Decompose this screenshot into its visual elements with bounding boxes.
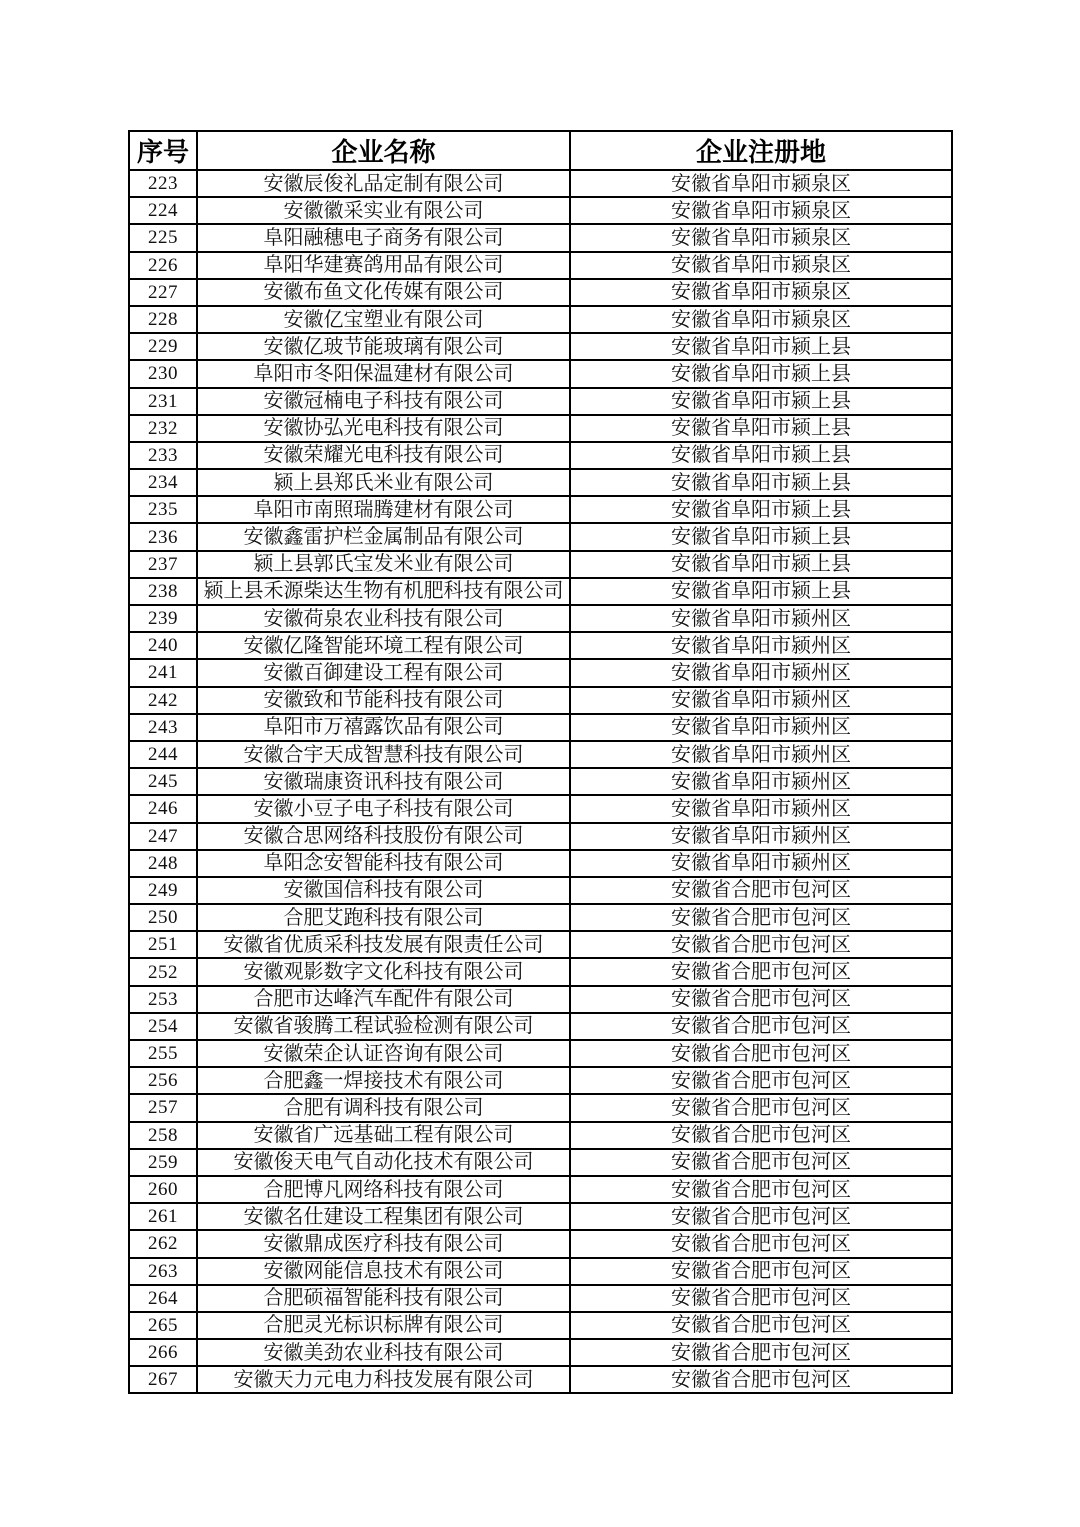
registration-place-cell: 安徽省合肥市包河区 — [570, 1176, 952, 1203]
table-row — [129, 306, 952, 333]
index-cell: 261 — [129, 1203, 197, 1230]
column-header-index: 序号 — [129, 131, 197, 170]
table-row — [129, 279, 952, 306]
index-cell: 259 — [129, 1149, 197, 1176]
table-row — [129, 1040, 952, 1067]
index-cell: 240 — [129, 632, 197, 659]
table-row — [129, 1176, 952, 1203]
company-name-cell: 安徽省优质采科技发展有限责任公司 — [197, 931, 570, 958]
company-name-cell: 安徽致和节能科技有限公司 — [197, 687, 570, 714]
table-row — [129, 850, 952, 877]
table-row — [129, 931, 952, 958]
index-cell: 237 — [129, 551, 197, 578]
company-name-cell: 安徽亿玻节能玻璃有限公司 — [197, 333, 570, 360]
registration-place-cell: 安徽省合肥市包河区 — [570, 1366, 952, 1393]
index-cell: 243 — [129, 714, 197, 741]
table-row — [129, 1149, 952, 1176]
registration-place-cell: 安徽省合肥市包河区 — [570, 1013, 952, 1040]
index-cell: 244 — [129, 741, 197, 768]
index-cell: 228 — [129, 306, 197, 333]
table-row — [129, 551, 952, 578]
index-cell: 223 — [129, 170, 197, 197]
table-row — [129, 877, 952, 904]
table-row — [129, 1230, 952, 1257]
table-row — [129, 659, 952, 686]
table-row — [129, 442, 952, 469]
company-name-cell: 合肥有调科技有限公司 — [197, 1094, 570, 1121]
table-row — [129, 768, 952, 795]
table-row — [129, 224, 952, 251]
company-registry-table — [128, 130, 953, 1394]
index-cell: 239 — [129, 605, 197, 632]
table-row — [129, 1067, 952, 1094]
registration-place-cell: 安徽省阜阳市颍州区 — [570, 823, 952, 850]
table-row — [129, 1258, 952, 1285]
index-cell: 254 — [129, 1013, 197, 1040]
company-name-cell: 阜阳华建赛鸽用品有限公司 — [197, 252, 570, 279]
registration-place-cell: 安徽省阜阳市颍泉区 — [570, 224, 952, 251]
table-body — [129, 170, 952, 1393]
table-row — [129, 795, 952, 822]
table-row — [129, 605, 952, 632]
registration-place-cell: 安徽省合肥市包河区 — [570, 877, 952, 904]
table-row — [129, 741, 952, 768]
registration-place-cell: 安徽省阜阳市颍州区 — [570, 850, 952, 877]
registration-place-cell: 安徽省阜阳市颍州区 — [570, 714, 952, 741]
table-row — [129, 415, 952, 442]
index-cell: 248 — [129, 850, 197, 877]
company-name-cell: 安徽荣企认证咨询有限公司 — [197, 1040, 570, 1067]
column-header-registration-place: 企业注册地 — [570, 131, 952, 170]
index-cell: 224 — [129, 197, 197, 224]
registration-place-cell: 安徽省合肥市包河区 — [570, 1203, 952, 1230]
company-name-cell: 合肥博凡网络科技有限公司 — [197, 1176, 570, 1203]
company-name-cell: 安徽鼎成医疗科技有限公司 — [197, 1230, 570, 1257]
company-name-cell: 安徽美劲农业科技有限公司 — [197, 1339, 570, 1366]
registration-place-cell: 安徽省阜阳市颍州区 — [570, 741, 952, 768]
table-row — [129, 714, 952, 741]
registration-place-cell: 安徽省阜阳市颍上县 — [570, 360, 952, 387]
registration-place-cell: 安徽省合肥市包河区 — [570, 931, 952, 958]
table-row — [129, 1203, 952, 1230]
table-row — [129, 333, 952, 360]
company-name-cell: 合肥艾跑科技有限公司 — [197, 904, 570, 931]
index-cell: 229 — [129, 333, 197, 360]
table-row — [129, 578, 952, 605]
company-name-cell: 颍上县禾源柴达生物有机肥科技有限公司 — [197, 578, 570, 605]
registration-place-cell: 安徽省阜阳市颍州区 — [570, 768, 952, 795]
table-row — [129, 197, 952, 224]
registration-place-cell: 安徽省阜阳市颍州区 — [570, 632, 952, 659]
index-cell: 241 — [129, 659, 197, 686]
company-name-cell: 安徽鑫雷护栏金属制品有限公司 — [197, 523, 570, 550]
index-cell: 266 — [129, 1339, 197, 1366]
registration-place-cell: 安徽省合肥市包河区 — [570, 1067, 952, 1094]
company-name-cell: 阜阳念安智能科技有限公司 — [197, 850, 570, 877]
index-cell: 236 — [129, 523, 197, 550]
index-cell: 230 — [129, 360, 197, 387]
registration-place-cell: 安徽省阜阳市颍上县 — [570, 578, 952, 605]
company-name-cell: 阜阳融穗电子商务有限公司 — [197, 224, 570, 251]
index-cell: 242 — [129, 687, 197, 714]
company-name-cell: 安徽协弘光电科技有限公司 — [197, 415, 570, 442]
company-name-cell: 合肥硕福智能科技有限公司 — [197, 1285, 570, 1312]
company-name-cell: 安徽瑞康资讯科技有限公司 — [197, 768, 570, 795]
registration-place-cell: 安徽省合肥市包河区 — [570, 958, 952, 985]
company-name-cell: 颍上县郭氏宝发米业有限公司 — [197, 551, 570, 578]
company-name-cell: 合肥灵光标识标牌有限公司 — [197, 1312, 570, 1339]
table-row — [129, 1312, 952, 1339]
table-row — [129, 958, 952, 985]
registration-place-cell: 安徽省阜阳市颍泉区 — [570, 279, 952, 306]
index-cell: 234 — [129, 469, 197, 496]
table-row — [129, 1339, 952, 1366]
registration-place-cell: 安徽省合肥市包河区 — [570, 986, 952, 1013]
company-name-cell: 安徽名仕建设工程集团有限公司 — [197, 1203, 570, 1230]
column-header-company-name: 企业名称 — [197, 131, 570, 170]
registration-place-cell: 安徽省阜阳市颍上县 — [570, 415, 952, 442]
table-header-row — [129, 131, 952, 170]
table-row — [129, 496, 952, 523]
index-cell: 267 — [129, 1366, 197, 1393]
index-cell: 249 — [129, 877, 197, 904]
company-name-cell: 合肥市达峰汽车配件有限公司 — [197, 986, 570, 1013]
company-name-cell: 安徽冠楠电子科技有限公司 — [197, 388, 570, 415]
company-name-cell: 安徽亿隆智能环境工程有限公司 — [197, 632, 570, 659]
company-name-cell: 安徽亿宝塑业有限公司 — [197, 306, 570, 333]
company-name-cell: 安徽小豆子电子科技有限公司 — [197, 795, 570, 822]
index-cell: 252 — [129, 958, 197, 985]
company-name-cell: 安徽省广远基础工程有限公司 — [197, 1122, 570, 1149]
index-cell: 258 — [129, 1122, 197, 1149]
table-row — [129, 1122, 952, 1149]
index-cell: 247 — [129, 823, 197, 850]
index-cell: 245 — [129, 768, 197, 795]
registration-place-cell: 安徽省合肥市包河区 — [570, 1040, 952, 1067]
index-cell: 225 — [129, 224, 197, 251]
index-cell: 231 — [129, 388, 197, 415]
table-row — [129, 904, 952, 931]
index-cell: 238 — [129, 578, 197, 605]
company-name-cell: 安徽徽采实业有限公司 — [197, 197, 570, 224]
table-row — [129, 632, 952, 659]
registration-place-cell: 安徽省阜阳市颍泉区 — [570, 170, 952, 197]
table-row — [129, 986, 952, 1013]
registration-place-cell: 安徽省合肥市包河区 — [570, 1339, 952, 1366]
registration-place-cell: 安徽省阜阳市颍州区 — [570, 687, 952, 714]
registration-place-cell: 安徽省阜阳市颍上县 — [570, 551, 952, 578]
index-cell: 233 — [129, 442, 197, 469]
company-name-cell: 安徽合宇天成智慧科技有限公司 — [197, 741, 570, 768]
company-name-cell: 安徽观影数字文化科技有限公司 — [197, 958, 570, 985]
company-name-cell: 安徽网能信息技术有限公司 — [197, 1258, 570, 1285]
index-cell: 226 — [129, 252, 197, 279]
registration-place-cell: 安徽省阜阳市颍上县 — [570, 523, 952, 550]
table-row — [129, 252, 952, 279]
table-row — [129, 1013, 952, 1040]
index-cell: 227 — [129, 279, 197, 306]
registration-place-cell: 安徽省合肥市包河区 — [570, 1285, 952, 1312]
registration-place-cell: 安徽省阜阳市颍州区 — [570, 659, 952, 686]
index-cell: 246 — [129, 795, 197, 822]
index-cell: 251 — [129, 931, 197, 958]
company-name-cell: 安徽辰俊礼品定制有限公司 — [197, 170, 570, 197]
registration-place-cell: 安徽省阜阳市颍上县 — [570, 388, 952, 415]
registration-place-cell: 安徽省合肥市包河区 — [570, 1258, 952, 1285]
registration-place-cell: 安徽省阜阳市颍泉区 — [570, 197, 952, 224]
company-name-cell: 安徽国信科技有限公司 — [197, 877, 570, 904]
registration-place-cell: 安徽省合肥市包河区 — [570, 1149, 952, 1176]
index-cell: 264 — [129, 1285, 197, 1312]
index-cell: 265 — [129, 1312, 197, 1339]
registration-place-cell: 安徽省阜阳市颍上县 — [570, 442, 952, 469]
company-name-cell: 阜阳市南照瑞腾建材有限公司 — [197, 496, 570, 523]
company-name-cell: 安徽合思网络科技股份有限公司 — [197, 823, 570, 850]
index-cell: 257 — [129, 1094, 197, 1121]
company-name-cell: 安徽省骏腾工程试验检测有限公司 — [197, 1013, 570, 1040]
registration-place-cell: 安徽省阜阳市颍州区 — [570, 795, 952, 822]
index-cell: 255 — [129, 1040, 197, 1067]
registration-place-cell: 安徽省合肥市包河区 — [570, 1122, 952, 1149]
company-name-cell: 合肥鑫一焊接技术有限公司 — [197, 1067, 570, 1094]
registration-place-cell: 安徽省合肥市包河区 — [570, 904, 952, 931]
index-cell: 260 — [129, 1176, 197, 1203]
registration-place-cell: 安徽省阜阳市颍州区 — [570, 605, 952, 632]
index-cell: 263 — [129, 1258, 197, 1285]
company-name-cell: 安徽百御建设工程有限公司 — [197, 659, 570, 686]
index-cell: 253 — [129, 986, 197, 1013]
company-name-cell: 阜阳市万禧露饮品有限公司 — [197, 714, 570, 741]
table-row — [129, 523, 952, 550]
registration-place-cell: 安徽省阜阳市颍上县 — [570, 333, 952, 360]
company-name-cell: 安徽俊天电气自动化技术有限公司 — [197, 1149, 570, 1176]
registration-place-cell: 安徽省阜阳市颍上县 — [570, 496, 952, 523]
table-row — [129, 1094, 952, 1121]
table-row — [129, 823, 952, 850]
company-name-cell: 安徽布鱼文化传媒有限公司 — [197, 279, 570, 306]
table-row — [129, 1285, 952, 1312]
table-row — [129, 687, 952, 714]
registration-place-cell: 安徽省合肥市包河区 — [570, 1312, 952, 1339]
index-cell: 256 — [129, 1067, 197, 1094]
table-row — [129, 1366, 952, 1393]
registration-place-cell: 安徽省合肥市包河区 — [570, 1230, 952, 1257]
company-name-cell: 安徽天力元电力科技发展有限公司 — [197, 1366, 570, 1393]
registration-place-cell: 安徽省阜阳市颍泉区 — [570, 252, 952, 279]
company-name-cell: 安徽荣耀光电科技有限公司 — [197, 442, 570, 469]
index-cell: 250 — [129, 904, 197, 931]
registration-place-cell: 安徽省阜阳市颍上县 — [570, 469, 952, 496]
index-cell: 262 — [129, 1230, 197, 1257]
table-row — [129, 388, 952, 415]
table-row — [129, 360, 952, 387]
table-row — [129, 170, 952, 197]
company-name-cell: 阜阳市冬阳保温建材有限公司 — [197, 360, 570, 387]
company-name-cell: 颍上县郑氏米业有限公司 — [197, 469, 570, 496]
index-cell: 235 — [129, 496, 197, 523]
index-cell: 232 — [129, 415, 197, 442]
company-name-cell: 安徽荷泉农业科技有限公司 — [197, 605, 570, 632]
table-row — [129, 469, 952, 496]
registration-place-cell: 安徽省阜阳市颍泉区 — [570, 306, 952, 333]
registration-place-cell: 安徽省合肥市包河区 — [570, 1094, 952, 1121]
